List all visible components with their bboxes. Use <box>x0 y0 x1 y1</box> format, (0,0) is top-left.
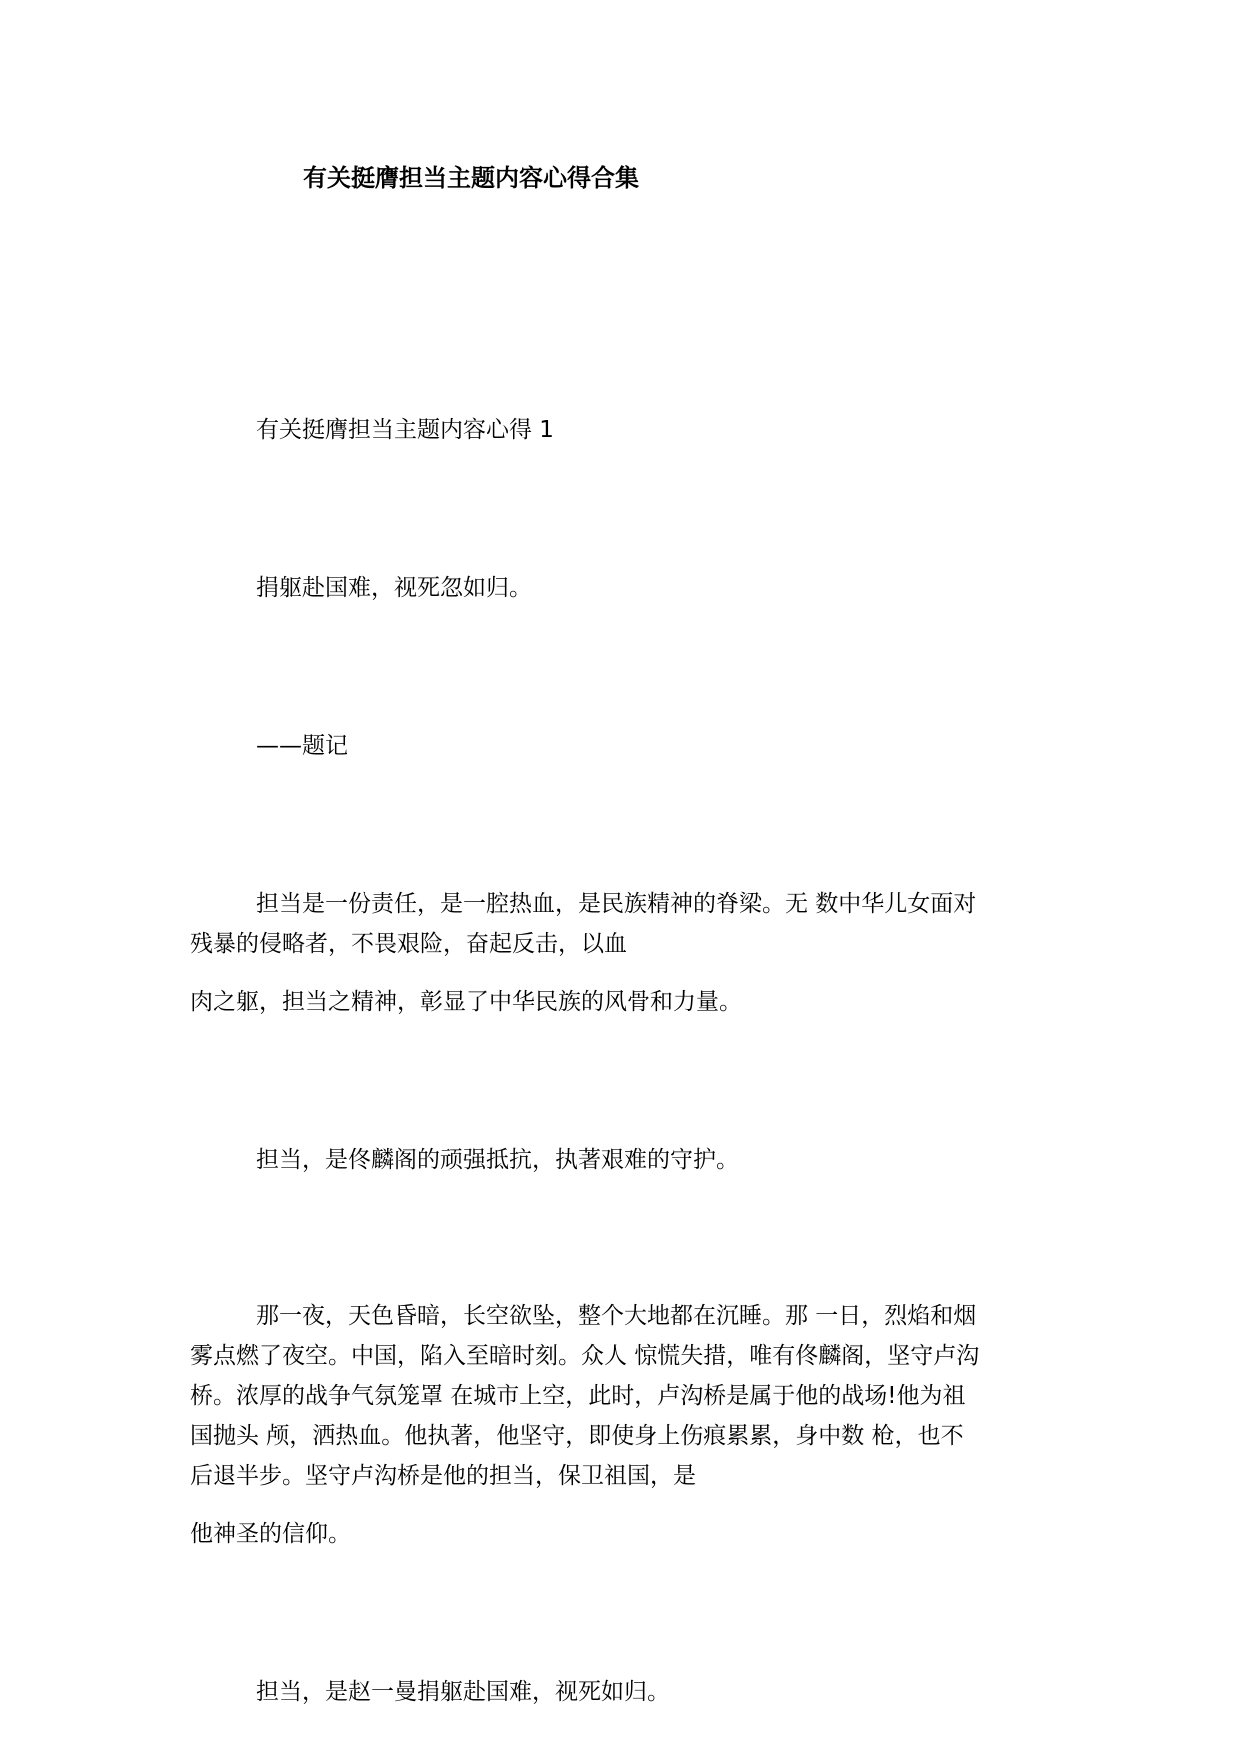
epigraph-attribution-block <box>190 726 1060 766</box>
epigraph-block <box>190 568 1060 608</box>
paragraph-3-line-2: 雾点燃了夜空。中国，陷入至暗时刻。众人 惊慌失措，唯有佟麟阁，坚守卢沟 <box>190 1343 980 1369</box>
paragraph-3-line-5: 后退半步。坚守卢沟桥是他的担当，保卫祖国，是 <box>190 1463 696 1489</box>
epigraph: 捐躯赴国难，视死忽如归。 <box>256 575 532 601</box>
paragraph-1-line-2: 残暴的侵略者，不畏艰险，奋起反击，以血 <box>190 931 627 957</box>
paragraph-1 <box>190 884 1060 1022</box>
epigraph-attribution: ——题记 <box>256 733 348 759</box>
paragraph-3-line-3: 桥。浓厚的战争气氛笼罩 在城市上空，此时，卢沟桥是属于他的战场!他为祖 <box>190 1383 966 1409</box>
paragraph-1-line-3: 肉之躯，担当之精神，彰显了中华民族的风骨和力量。 <box>190 989 742 1015</box>
section-heading-block <box>190 410 1060 450</box>
paragraph-3-line-1: 那一夜，天色昏暗，长空欲坠，整个大地都在沉睡。那 一日，烈焰和烟 <box>256 1303 977 1329</box>
paragraph-3-line-6: 他神圣的信仰。 <box>190 1521 351 1547</box>
paragraph-2-line-1: 担当，是佟麟阁的顽强抵抗，执著艰难的守护。 <box>256 1147 739 1173</box>
paragraph-1-line-1: 担当是一份责任，是一腔热血，是民族精神的脊梁。无 数中华儿女面对 <box>256 891 977 917</box>
paragraph-4-line-1: 担当，是赵一曼捐躯赴国难，视死如归。 <box>256 1679 670 1705</box>
document-title: 有关挺膺担当主题内容心得合集 <box>303 164 639 192</box>
paragraph-3 <box>190 1296 1060 1554</box>
paragraph-3-line-4: 国抛头 颅，洒热血。他执著，他坚守，即使身上伤痕累累，身中数 枪，也不 <box>190 1423 964 1449</box>
paragraph-4 <box>190 1672 1060 1712</box>
section-heading: 有关挺膺担当主题内容心得 1 <box>256 417 554 443</box>
paragraph-2 <box>190 1140 1060 1180</box>
